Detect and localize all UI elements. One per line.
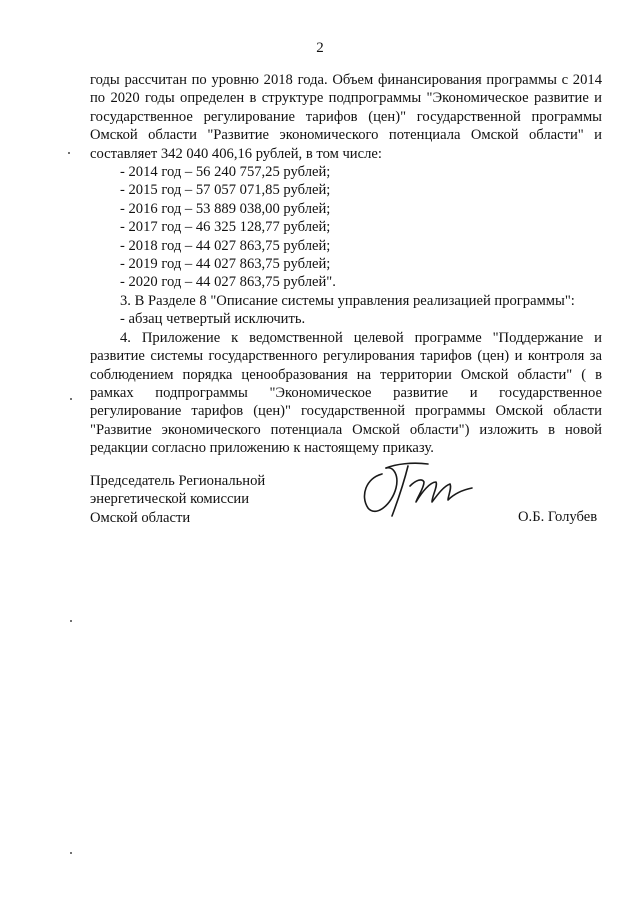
page-number: 2 [316, 40, 324, 56]
item-3-heading: 3. В Разделе 8 "Описание системы управления реализацией программы": [120, 292, 575, 309]
funding-year-item: - 2015 год – 57 057 071,85 рублей; [120, 182, 331, 199]
funding-by-year-list [90, 163, 602, 292]
signatory-title-line: энергетической комиссии [90, 491, 250, 508]
signatory-title [90, 472, 265, 527]
signatory-name: О.Б. Голубев [518, 509, 598, 525]
scan-speck [68, 152, 70, 154]
funding-year-item: - 2014 год – 56 240 757,25 рублей; [120, 164, 331, 181]
intro-paragraph: годы рассчитан по уровню 2018 года. Объем финансирования программы с 2014 по 2020 годы определен в структуре подпрограммы "Экономическое развитие и государственное регулирование тарифов (цен)" государственной программы Омской области "Развитие экономического потенциала Омской области" и составляет 342 040 406,16 рублей, в том числе: [90, 72, 602, 162]
document-body [90, 71, 602, 458]
handwritten-signature [352, 452, 482, 522]
item-3-subitem: - абзац четвертый исключить. [120, 311, 306, 328]
funding-year-item: - 2018 год – 44 027 863,75 рублей; [120, 237, 331, 254]
scan-speck [70, 852, 72, 854]
signatory-title-line: Омской области [90, 509, 191, 526]
scan-speck [70, 398, 72, 400]
item-4-paragraph: 4. Приложение к ведомственной целевой программе "Поддержание и развитие системы государственного регулирования тарифов (цен) и контроля за соблюдением порядка ценообразования на территории Омской области" ( в рамках подпрограммы "Экономическое развитие и государственное регулирование тарифов (цен)" государственной программы Омской области "Развитие экономического потенциала Омской области") изложить в новой редакции согласно приложению к настоящему приказу. [90, 329, 602, 457]
funding-year-item: - 2019 год – 44 027 863,75 рублей; [120, 256, 331, 273]
funding-year-item: - 2020 год – 44 027 863,75 рублей". [120, 274, 336, 291]
scan-speck [70, 620, 72, 622]
funding-year-item: - 2017 год – 46 325 128,77 рублей; [120, 219, 331, 236]
funding-year-item: - 2016 год – 53 889 038,00 рублей; [120, 200, 331, 217]
signatory-title-line: Председатель Региональной [90, 473, 266, 489]
